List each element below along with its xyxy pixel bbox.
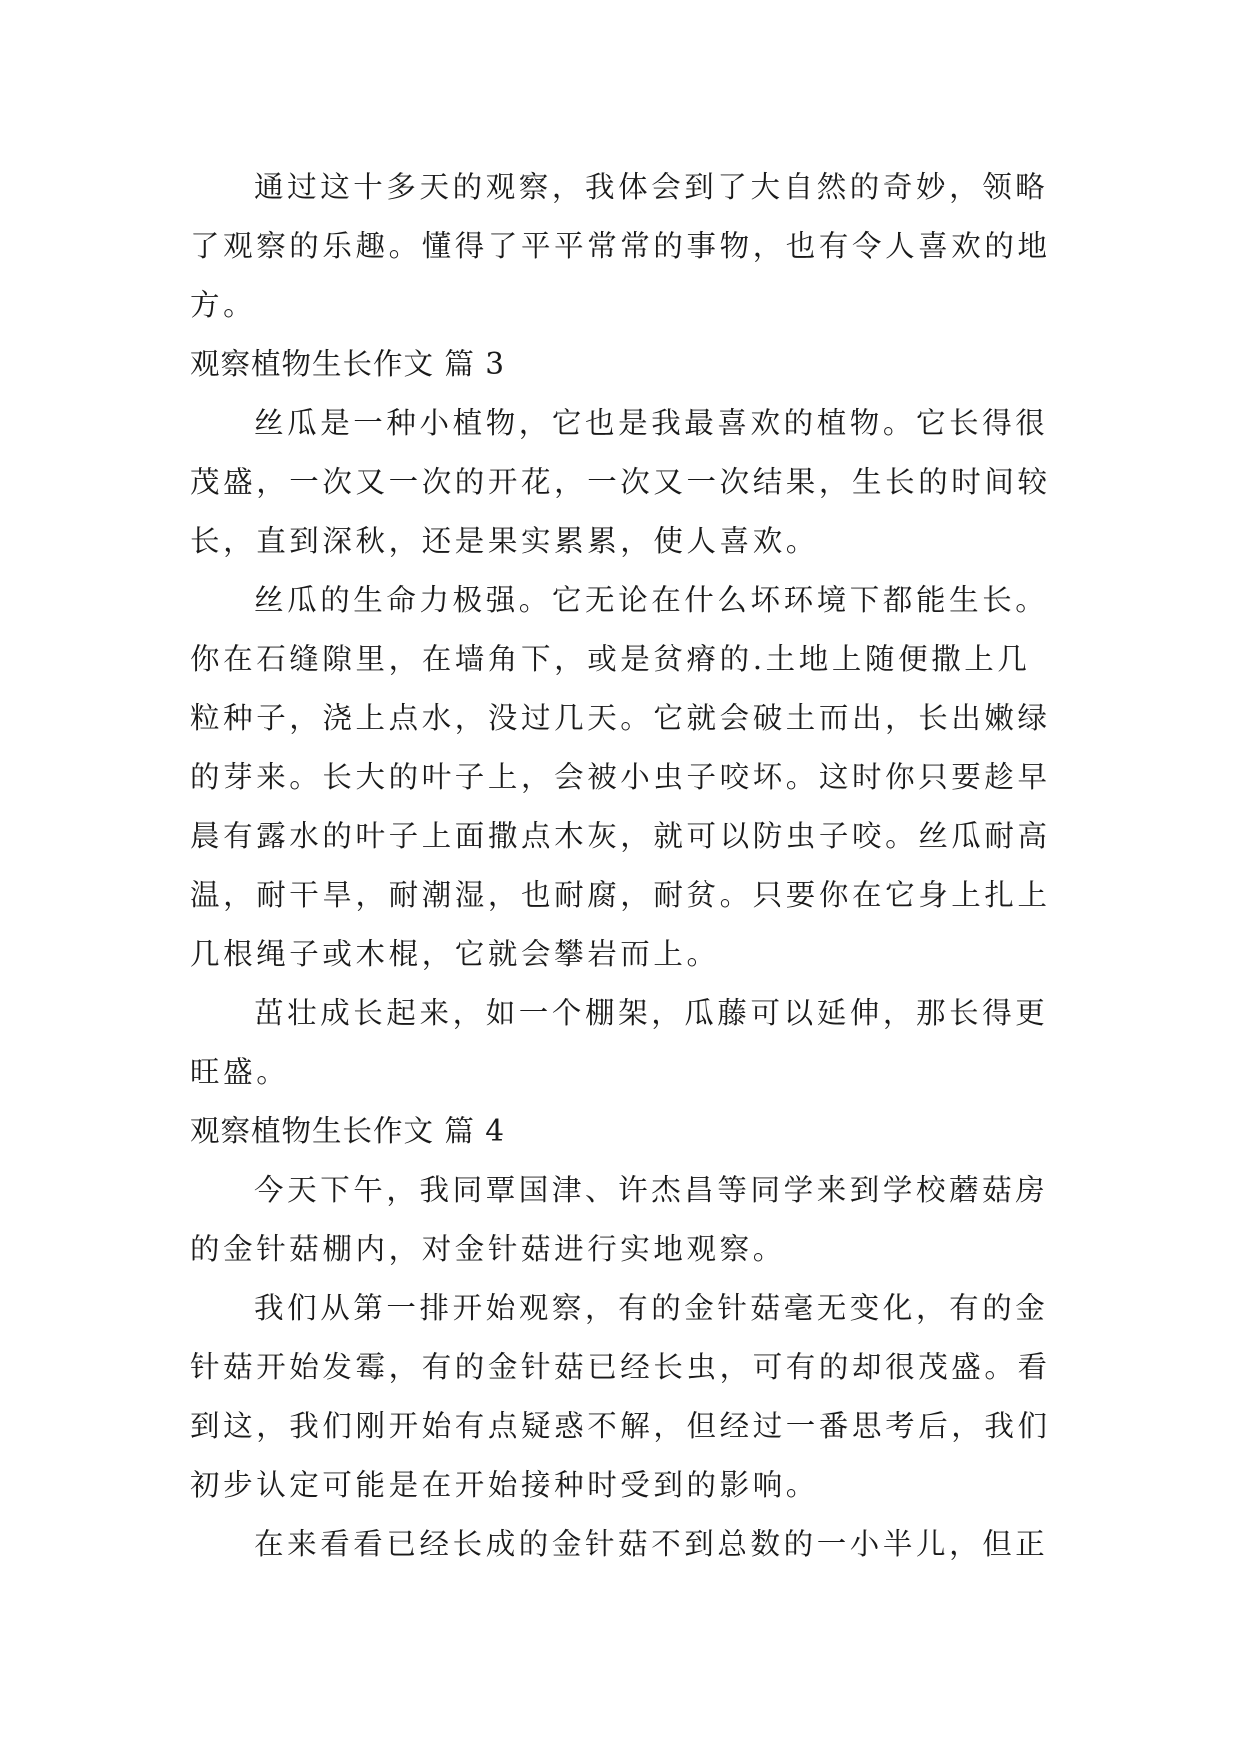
- text-line: 针菇开始发霉，有的金针菇已经长虫，可有的却很茂盛。看: [190, 1350, 1051, 1384]
- text-line: 温，耐干旱，耐潮湿，也耐腐，耐贫。只要你在它身上扎上: [190, 878, 1051, 912]
- text-line: 长，直到深秋，还是果实累累，使人喜欢。: [190, 524, 819, 558]
- text-line: 晨有露水的叶子上面撒点木灰，就可以防虫子咬。丝瓜耐高: [190, 819, 1051, 853]
- paragraph: [190, 1515, 1065, 1574]
- paragraph: [190, 1279, 1065, 1515]
- text-line: 到这，我们刚开始有点疑惑不解，但经过一番思考后，我们: [190, 1409, 1051, 1443]
- text-line: 方。: [190, 288, 257, 322]
- paragraph: [190, 984, 1065, 1102]
- text-line: 在来看看已经长成的金针菇不到总数的一小半儿，但正: [254, 1527, 1049, 1561]
- text-line: 通过这十多天的观察，我体会到了大自然的奇妙，领略: [254, 170, 1049, 204]
- text-line: 粒种子，浇上点水，没过几天。它就会破土而出，长出嫩绿: [190, 701, 1051, 735]
- text-line: 茁壮成长起来，如一个棚架，瓜藤可以延伸，那长得更: [254, 996, 1049, 1030]
- paragraph: [190, 571, 1065, 984]
- text-line: 丝瓜的生命力极强。它无论在什么坏环境下都能生长。: [254, 583, 1049, 617]
- document-body: [190, 158, 1065, 1574]
- text-line: 了观察的乐趣。懂得了平平常常的事物，也有令人喜欢的地: [190, 229, 1051, 263]
- paragraph: [190, 1161, 1065, 1279]
- section-heading: 观察植物生长作文 篇 3: [190, 347, 506, 381]
- text-line: 几根绳子或木棍，它就会攀岩而上。: [190, 937, 720, 971]
- text-line: 茂盛，一次又一次的开花，一次又一次结果，生长的时间较: [190, 465, 1051, 499]
- text-line: 丝瓜是一种小植物，它也是我最喜欢的植物。它长得很: [254, 406, 1049, 440]
- text-line: 今天下午，我同覃国津、许杰昌等同学来到学校蘑菇房: [254, 1173, 1049, 1207]
- text-line: 的芽来。长大的叶子上，会被小虫子咬坏。这时你只要趁早: [190, 760, 1051, 794]
- section-heading: 观察植物生长作文 篇 4: [190, 1114, 506, 1148]
- text-line: 旺盛。: [190, 1055, 290, 1089]
- text-line: 你在石缝隙里，在墙角下，或是贫瘠的.土地上随便撒上几: [190, 642, 1031, 676]
- paragraph: [190, 394, 1065, 571]
- text-line: 初步认定可能是在开始接种时受到的影响。: [190, 1468, 819, 1502]
- text-line: 我们从第一排开始观察，有的金针菇毫无变化，有的金: [254, 1291, 1049, 1325]
- paragraph: [190, 158, 1065, 335]
- text-line: 的金针菇棚内，对金针菇进行实地观察。: [190, 1232, 786, 1266]
